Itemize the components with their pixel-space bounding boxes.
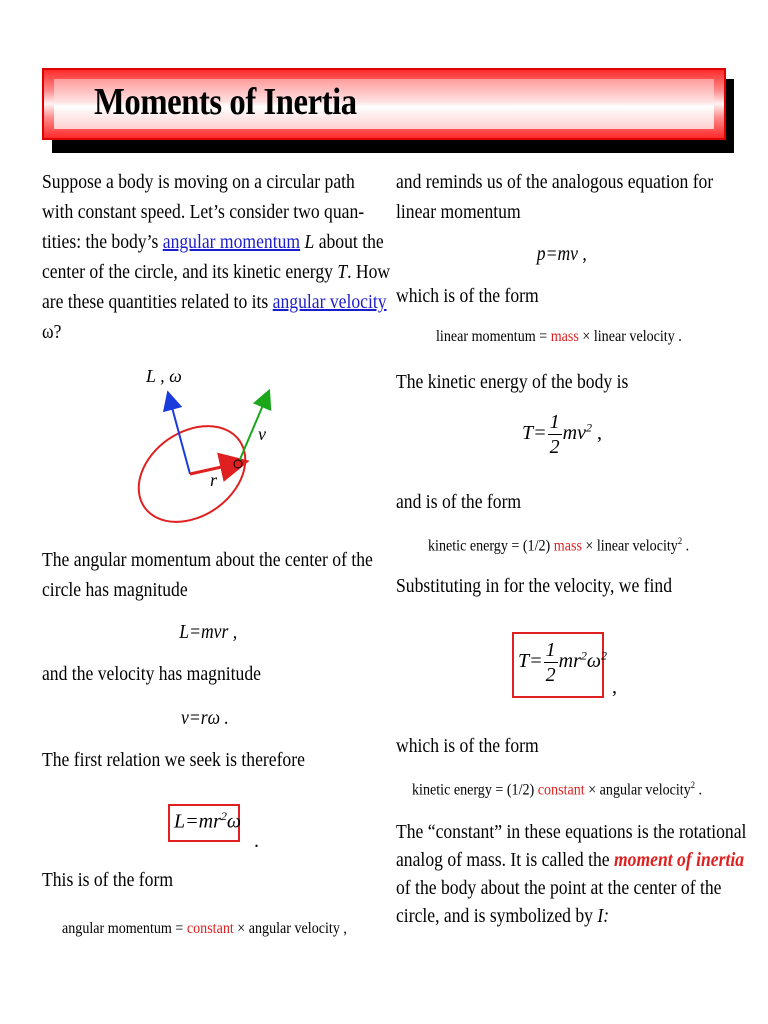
label-r: r <box>210 470 218 490</box>
intro-line: tities: the body’s angular momentum L about the <box>42 231 384 253</box>
kinetic-energy-form-constant: kinetic energy = (1/2) constant × angular velocity$^2$ . <box>412 780 703 799</box>
text-line: and the velocity has magnitude <box>42 663 261 685</box>
particle-dot <box>234 460 242 468</box>
equation-p-mv: p=mv , <box>536 243 587 265</box>
intro-line: center of the circle, and its kinetic energy T. How <box>42 261 391 283</box>
text-line: The kinetic energy of the body is <box>396 371 629 393</box>
label-v: v <box>258 424 266 444</box>
angular-momentum-link[interactable]: angular momentum <box>162 231 301 253</box>
comma: , <box>612 676 617 698</box>
kinetic-energy-form-mass: kinetic energy = (1/2) mass × linear velocity$^2$ . <box>428 536 690 555</box>
text-line: analog of mass. It is called the moment of inertia <box>396 849 745 871</box>
text-line: which is of the form <box>396 735 539 757</box>
text-line: of the body about the point at the center of the <box>396 877 722 899</box>
page-title: Moments of Inertia <box>94 81 357 123</box>
circular-motion-diagram <box>120 360 320 540</box>
text-line: This is of the form <box>42 869 174 891</box>
text-line: The “constant” in these equations is the rotational <box>396 821 747 843</box>
intro-line: are these quantities related to its angular velocity <box>42 291 387 313</box>
text-line: linear momentum <box>396 201 521 223</box>
equation-T-half-mr2w2: T= $\frac{1}{2}$ $mr^2\omega^2$ <box>518 639 607 686</box>
moment-of-inertia-term: moment of inertia <box>613 849 745 871</box>
period: . <box>254 830 259 852</box>
linear-momentum-form: linear momentum = mass × linear velocity . <box>436 328 682 345</box>
text-line: which is of the form <box>396 285 539 307</box>
text-line: and reminds us of the analogous equation for <box>396 171 714 193</box>
intro-line: with constant speed. Let’s consider two quan- <box>42 201 365 223</box>
text-line: and is of the form <box>396 491 522 513</box>
equation-L-mr2w: $L=mr^2\omega$ <box>174 809 241 833</box>
intro-line: Suppose a body is moving on a circular path <box>42 171 355 193</box>
text-line: The first relation we seek is therefore <box>42 749 305 771</box>
intro-line: ω? <box>42 321 62 343</box>
text-line: circle, and is symbolized by I: <box>396 905 610 927</box>
angular-momentum-form: angular momentum = constant × angular velocity , <box>62 920 347 937</box>
text-line: circle has magnitude <box>42 579 188 601</box>
angular-velocity-link[interactable]: angular velocity <box>272 291 387 313</box>
text-line: Substituting in for the velocity, we find <box>396 575 673 597</box>
text-line: The angular momentum about the center of the <box>42 549 373 571</box>
equation-L-mvr: L=mvr , <box>179 621 238 643</box>
label-L-omega: L , ω <box>146 366 182 386</box>
equation-T-half-mv2: T= $\frac{1}{2}$ $mv^2$ , <box>522 411 602 458</box>
equation-v-rw: v=rω . <box>181 707 229 729</box>
